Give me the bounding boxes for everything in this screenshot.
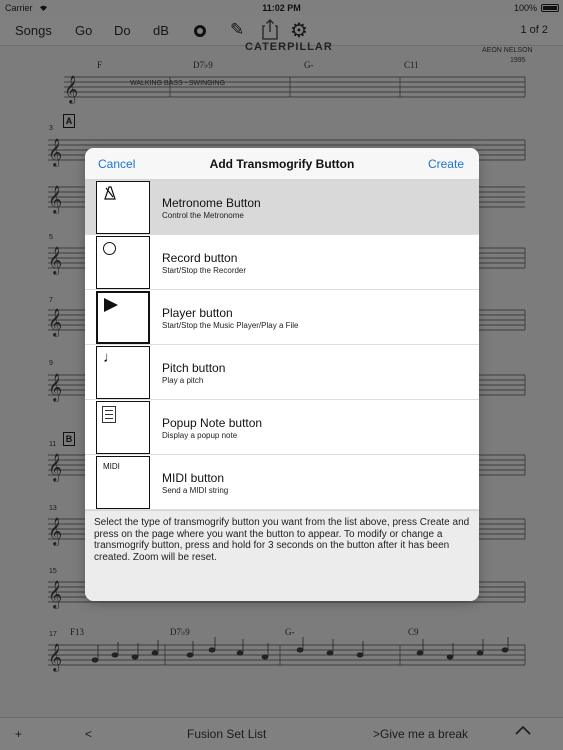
battery-percent: 100% — [513, 3, 537, 13]
item-title: Player button — [162, 306, 233, 320]
list-item-midi[interactable] — [85, 455, 479, 510]
previous-song-button[interactable]: < — [85, 727, 93, 741]
bar-number: 3 — [49, 125, 53, 132]
share-icon[interactable] — [262, 18, 278, 43]
add-button[interactable]: + — [15, 727, 23, 741]
gear-icon[interactable]: ⚙ — [290, 20, 308, 42]
chord-symbol: G- — [285, 627, 295, 637]
clock: 11:02 PM — [262, 3, 301, 13]
quarter-note-icon: ♩ — [103, 349, 118, 366]
item-subtitle: Start/Stop the Recorder — [162, 266, 247, 275]
button-thumbnail — [96, 401, 150, 454]
list-item-player[interactable] — [85, 290, 479, 345]
go-button[interactable]: Go — [75, 23, 93, 38]
chord-symbol: D7♭9 — [170, 627, 190, 637]
style-note: WALKING BASS - SWINGING — [130, 80, 226, 87]
dialog-title: Add Transmogrify Button — [209, 157, 355, 171]
item-subtitle: Control the Metronome — [162, 211, 244, 220]
button-thumbnail — [96, 236, 150, 289]
item-title: MIDI button — [162, 471, 225, 485]
next-song-button[interactable]: >Give me a break — [373, 727, 469, 741]
item-subtitle: Send a MIDI string — [162, 486, 229, 495]
rehearsal-mark: B — [63, 432, 75, 446]
bar-number: 9 — [49, 360, 53, 367]
song-title-fragment: CATERPILLAR — [245, 41, 333, 53]
set-list-button[interactable]: Fusion Set List — [187, 727, 267, 741]
do-button[interactable]: Do — [114, 23, 131, 38]
button-thumbnail — [96, 456, 150, 509]
svg-text:𝄞: 𝄞 — [48, 517, 63, 545]
year: 1995 — [510, 57, 526, 64]
item-title: Metronome Button — [162, 196, 261, 210]
add-transmogrify-dialog — [85, 148, 479, 601]
button-thumbnail — [96, 291, 150, 344]
list-item-metronome[interactable] — [85, 180, 479, 235]
item-title: Record button — [162, 251, 238, 265]
bar-number: 5 — [49, 234, 53, 241]
composer: AEON NELSON — [482, 47, 533, 54]
svg-text:𝄞: 𝄞 — [48, 580, 63, 608]
svg-text:𝄞: 𝄞 — [64, 75, 79, 103]
document-icon — [102, 406, 116, 423]
bar-number: 11 — [49, 441, 57, 448]
battery-icon — [541, 4, 559, 12]
chevron-up-icon[interactable] — [514, 723, 532, 741]
bar-number: 15 — [49, 568, 57, 575]
dialog-header — [85, 148, 479, 180]
cancel-button[interactable]: Cancel — [98, 157, 136, 171]
bar-number: 13 — [49, 505, 57, 512]
svg-text:𝄞: 𝄞 — [48, 643, 63, 671]
status-bar — [0, 0, 563, 16]
play-icon — [104, 298, 118, 312]
item-subtitle: Start/Stop the Music Player/Play a File — [162, 321, 299, 330]
pencil-icon[interactable]: ✎ — [230, 20, 245, 39]
svg-text:𝄞: 𝄞 — [48, 373, 63, 401]
list-item-pitch[interactable] — [85, 345, 479, 400]
chord-symbol: C11 — [404, 60, 419, 70]
svg-text:𝄞: 𝄞 — [48, 185, 63, 213]
rehearsal-mark: A — [63, 114, 75, 128]
bottom-bar — [0, 717, 563, 750]
button-type-list — [85, 180, 479, 510]
chord-symbol: F — [97, 60, 103, 70]
chord-symbol: F13 — [70, 627, 85, 637]
svg-text:𝄞: 𝄞 — [48, 246, 63, 274]
button-thumbnail — [96, 346, 150, 399]
chord-symbol: C9 — [408, 627, 419, 637]
create-button[interactable]: Create — [427, 157, 464, 171]
svg-text:𝄞: 𝄞 — [48, 138, 63, 166]
item-subtitle: Play a pitch — [162, 376, 204, 385]
chord-symbol: G- — [304, 60, 314, 70]
metronome-icon — [102, 186, 118, 203]
record-icon[interactable] — [194, 25, 206, 37]
item-subtitle: Display a popup note — [162, 431, 238, 440]
bar-number: 7 — [49, 297, 53, 304]
item-title: Pitch button — [162, 361, 226, 375]
db-button[interactable]: dB — [153, 23, 169, 38]
bar-number: 17 — [49, 631, 57, 638]
record-circle-icon — [103, 242, 116, 255]
list-item-popup-note[interactable] — [85, 400, 479, 455]
button-thumbnail — [96, 181, 150, 234]
carrier-label: Carrier — [5, 3, 33, 13]
svg-text:𝄞: 𝄞 — [48, 308, 63, 336]
chord-symbol: D7♭9 — [193, 60, 213, 70]
list-item-record[interactable] — [85, 235, 479, 290]
item-title: Popup Note button — [162, 416, 263, 430]
svg-text:𝄞: 𝄞 — [48, 453, 63, 481]
songs-button[interactable]: Songs — [15, 23, 52, 38]
help-text: Select the type of transmogrify button you want from the list above, press Create and press on the page where you want the button to appear. To modify or change a transmogrify button, press and hold for 3 seconds on the button after it has been created. Zoom will be reset. — [85, 510, 479, 601]
midi-icon: MIDI — [103, 462, 120, 471]
page-indicator: 1 of 2 — [520, 24, 548, 36]
